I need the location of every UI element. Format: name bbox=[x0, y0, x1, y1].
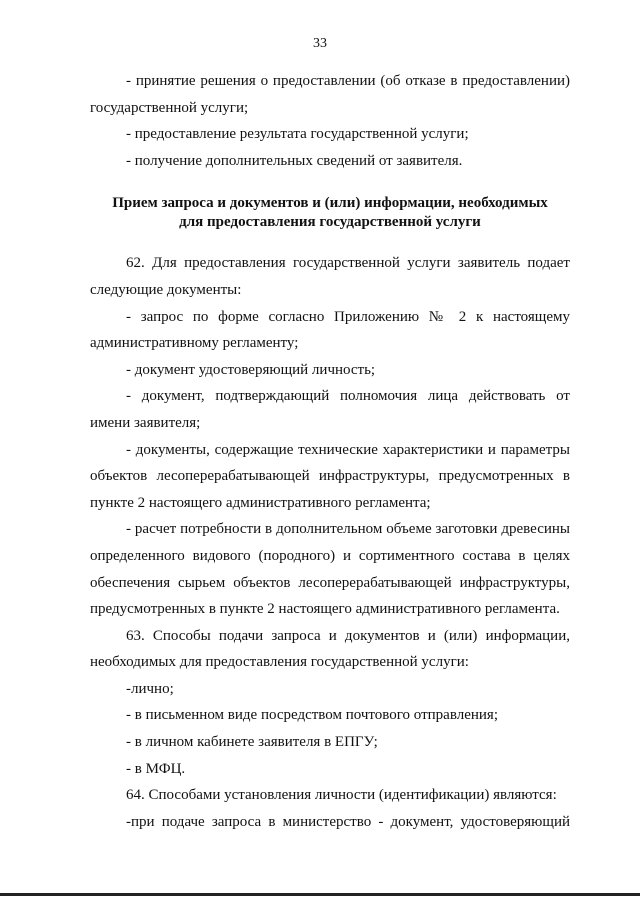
document-body bbox=[90, 68, 570, 835]
paragraph: - принятие решения о предоставлении (об отказе в предоставлении) государственной услуги; bbox=[90, 73, 570, 116]
page-bottom-rule bbox=[0, 893, 640, 896]
paragraph: - документ удостоверяющий личность; bbox=[126, 361, 376, 378]
paragraph: - документы, содержащие технические характеристики и параметры объектов лесоперерабатывающей инфраструктуры, предусмотренных в пункте 2 настоящего административного регламента; bbox=[90, 441, 570, 511]
page-number: 33 bbox=[313, 36, 327, 51]
section-heading-line-2: для предоставления государственной услуги bbox=[179, 214, 481, 231]
paragraph: - получение дополнительных сведений от заявителя. bbox=[126, 152, 463, 169]
section-heading-line-1: Прием запроса и документов и (или) информации, необходимых bbox=[112, 195, 548, 212]
paragraph: - в письменном виде посредством почтового отправления; bbox=[126, 707, 498, 724]
paragraph: 63. Способы подачи запроса и документов и (или) информации, необходимых для предоставления государственной услуги: bbox=[90, 627, 570, 671]
paragraph: -лично; bbox=[126, 680, 174, 697]
paragraph: - документ, подтверждающий полномочия лица действовать от имени заявителя; bbox=[90, 388, 570, 431]
paragraph: -при подаче запроса в министерство - документ, удостоверяющий bbox=[126, 813, 570, 830]
paragraph: - предоставление результата государственной услуги; bbox=[126, 126, 469, 143]
paragraph: - в МФЦ. bbox=[126, 760, 186, 777]
paragraph: - в личном кабинете заявителя в ЕПГУ; bbox=[126, 734, 378, 751]
paragraph: 64. Способами установления личности (идентификации) являются: bbox=[126, 787, 557, 804]
paragraph: - запрос по форме согласно Приложению № 2 к настоящему административному регламенту; bbox=[90, 308, 570, 352]
section-heading bbox=[90, 194, 570, 232]
paragraph: 62. Для предоставления государственной услуги заявитель подает следующие документы: bbox=[90, 255, 570, 298]
paragraph: - расчет потребности в дополнительном объеме заготовки древесины определенного видового (породного) и сортиментного состава в целях обеспечения сырьем объектов лесоперерабатывающей инфраструктуры, предусмотренных в пункте 2 настоящего административного регламента. bbox=[90, 521, 570, 618]
